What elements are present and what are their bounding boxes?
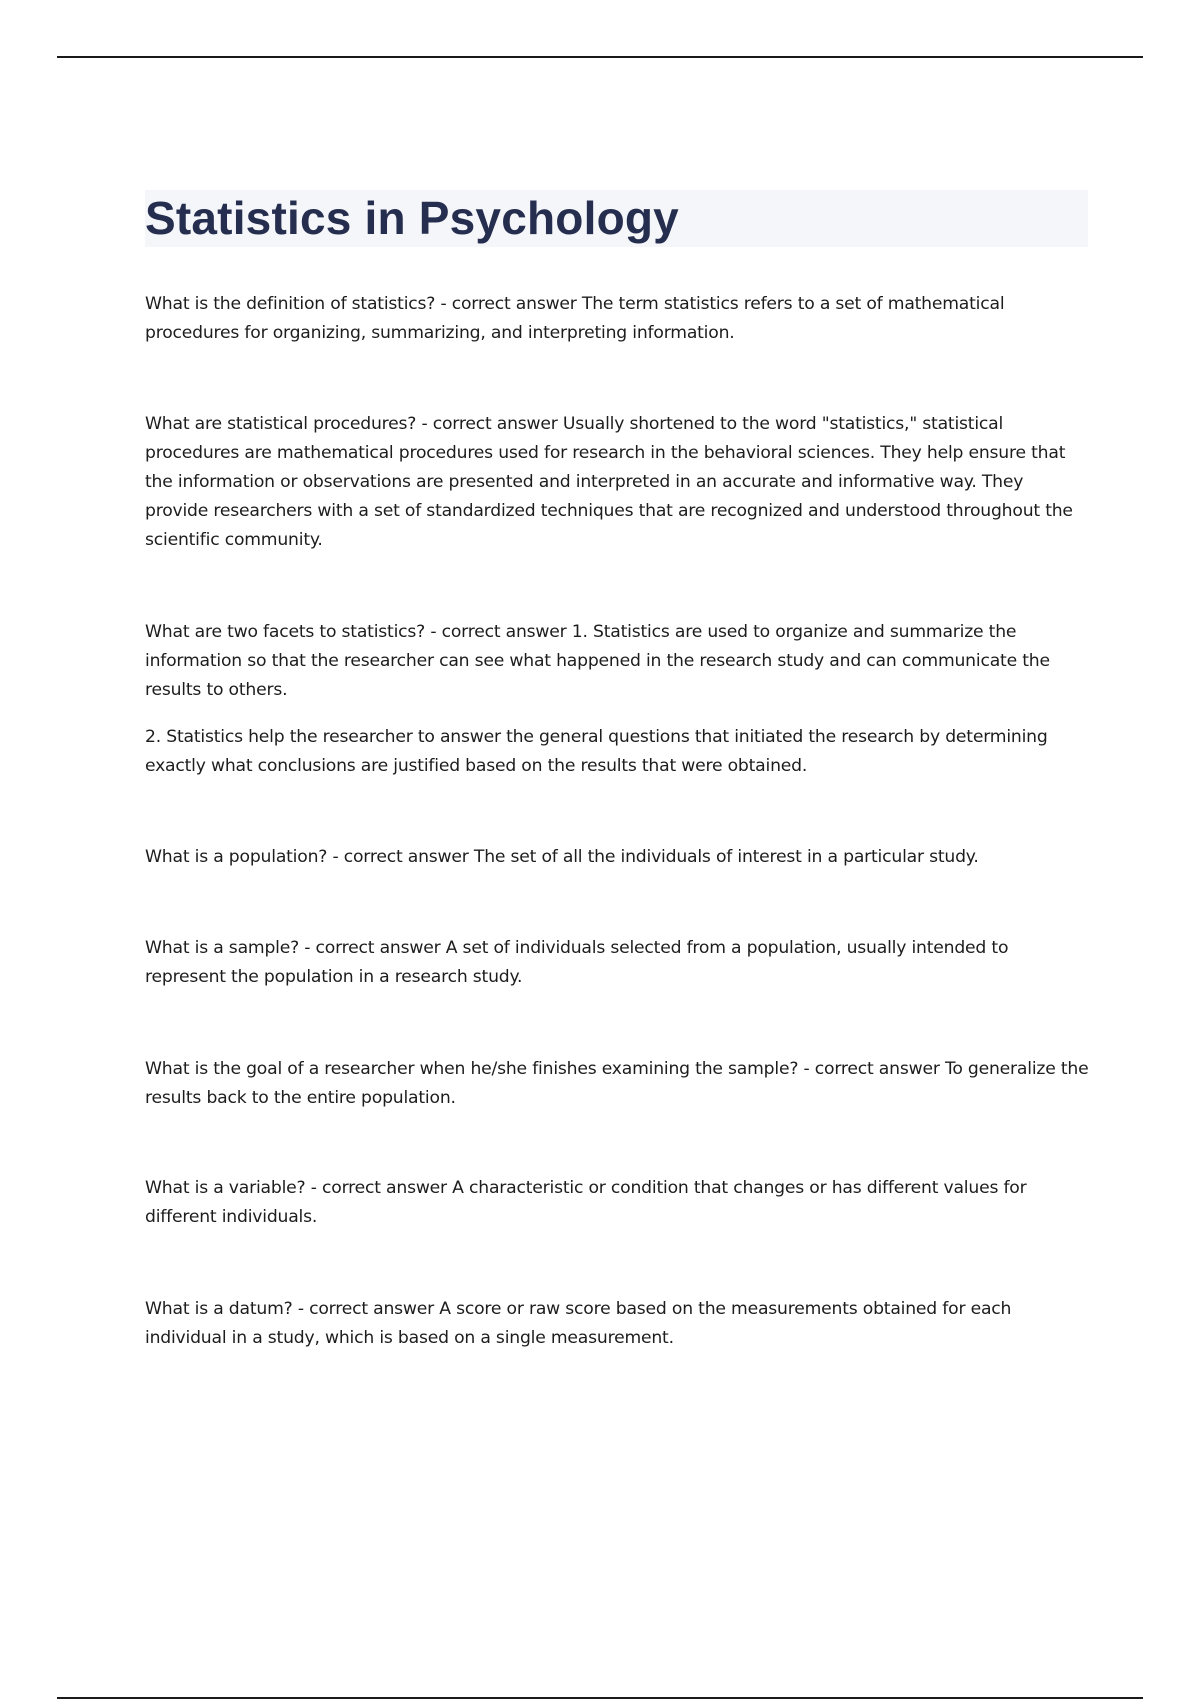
qa-population: What is a population? - correct answer The set of all the individuals of interest in a particular study.	[145, 847, 979, 867]
footer-rule	[57, 1697, 1143, 1699]
qa-datum: What is a datum? - correct answer A score or raw score based on the measurements obtained for each individual in a study, which is based on a single measurement.	[145, 1299, 1012, 1348]
qa-researcher-goal: What is the goal of a researcher when he/she finishes examining the sample? - correct answer To generalize the results back to the entire population.	[145, 1059, 1089, 1108]
document-title: Statistics in Psychology	[145, 192, 679, 244]
header-rule	[57, 56, 1143, 58]
qa-sample: What is a sample? - correct answer A set of individuals selected from a population, usually intended to represent the population in a research study.	[145, 938, 1009, 987]
qa-statistical-procedures: What are statistical procedures? - correct answer Usually shortened to the word "statistics," statistical procedures are mathematical procedures used for research in the behavioral sciences. They help ensure that the information or observations are presented and interpreted in an accurate and informative way. They provide researchers with a set of standardized techniques that are recognized and understood throughout the scientific community.	[145, 414, 1073, 550]
qa-variable: What is a variable? - correct answer A characteristic or condition that changes or has different values for different individuals.	[145, 1178, 1027, 1227]
qa-two-facets-part-1: What are two facets to statistics? - correct answer 1. Statistics are used to organize and summarize the information so that the researcher can see what happened in the research study and can communicate the results to others.	[145, 622, 1050, 700]
qa-two-facets-part-2: 2. Statistics help the researcher to answer the general questions that initiated the research by determining exactly what conclusions are justified based on the results that were obtained.	[145, 727, 1048, 776]
qa-definition-of-statistics: What is the definition of statistics? - correct answer The term statistics refers to a set of mathematical procedures for organizing, summarizing, and interpreting information.	[145, 294, 1005, 343]
